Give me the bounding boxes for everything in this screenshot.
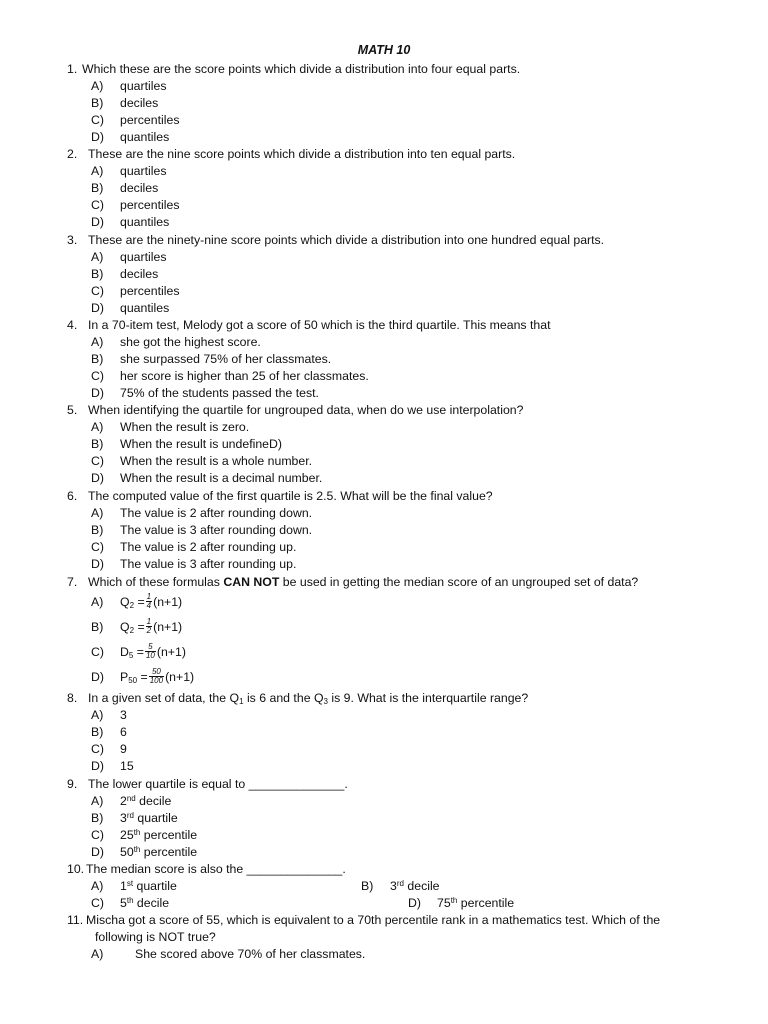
option-letter: C) bbox=[91, 644, 104, 659]
question-text: is 6 and the Q bbox=[243, 691, 324, 705]
option-4a bbox=[91, 334, 261, 350]
option-9b bbox=[91, 810, 178, 826]
question-text: In a 70-item test, Melody got a score of 50 which is the third quartile. This means that bbox=[88, 318, 551, 332]
formula bbox=[120, 669, 148, 685]
question-text: The median score is also the ______________. bbox=[86, 862, 346, 876]
ordinal-suffix: rd bbox=[396, 879, 404, 888]
formula-subscript: 5 bbox=[128, 650, 134, 660]
formula-subscript: 2 bbox=[129, 600, 135, 610]
option-text: percentiles bbox=[120, 284, 180, 298]
option-7a bbox=[91, 593, 182, 610]
subscript: 3 bbox=[323, 697, 328, 706]
option-5c bbox=[91, 453, 312, 469]
option-letter: D) bbox=[91, 669, 104, 684]
option-text: percentiles bbox=[120, 113, 180, 127]
option-text: decile bbox=[133, 896, 170, 910]
option-text: The value is 3 after rounding up. bbox=[120, 557, 297, 571]
option-10b bbox=[361, 878, 440, 894]
subscript: 1 bbox=[239, 697, 244, 706]
question-text: These are the ninety-nine score points which divide a distribution into one hundred equal parts. bbox=[88, 233, 605, 247]
option-text: quantiles bbox=[120, 130, 170, 144]
option-text: quantiles bbox=[120, 301, 170, 315]
option-text: When the result is undefineD) bbox=[120, 437, 282, 451]
option-7b bbox=[91, 618, 182, 635]
question-11 bbox=[67, 912, 660, 928]
formula-symbol: P bbox=[120, 669, 129, 684]
option-letter: A) bbox=[91, 79, 104, 93]
fraction bbox=[146, 593, 152, 610]
formula-tail: (n+1) bbox=[165, 669, 195, 684]
option-letter: D) bbox=[91, 471, 104, 485]
option-letter: C) bbox=[91, 742, 104, 756]
option-letter: D) bbox=[91, 845, 104, 859]
option-letter: A) bbox=[91, 506, 104, 520]
formula-tail: (n+1) bbox=[153, 619, 183, 634]
option-text: deciles bbox=[120, 267, 159, 281]
option-3c bbox=[91, 283, 179, 299]
question-text: be used in getting the median score of an ungrouped set of data? bbox=[279, 575, 639, 589]
question-text: is 9. What is the interquartile range? bbox=[327, 691, 529, 705]
option-10a bbox=[91, 878, 177, 894]
option-letter: C) bbox=[91, 454, 104, 468]
question-5 bbox=[67, 402, 523, 418]
option-8c bbox=[91, 741, 127, 757]
option-1d bbox=[91, 129, 169, 145]
question-1 bbox=[67, 61, 520, 77]
option-text: she surpassed 75% of her classmates. bbox=[120, 352, 332, 366]
fraction-denominator: 100 bbox=[149, 676, 164, 685]
ordinal-suffix: th bbox=[450, 896, 458, 905]
question-text: The computed value of the first quartile is 2.5. What will be the final value? bbox=[88, 489, 493, 503]
option-5a bbox=[91, 419, 249, 435]
question-number: 4. bbox=[67, 318, 78, 332]
option-letter: C) bbox=[91, 198, 104, 212]
option-7d bbox=[91, 668, 194, 685]
question-4 bbox=[67, 317, 551, 333]
question-number: 10. bbox=[67, 862, 85, 876]
question-text: Mischa got a score of 55, which is equivalent to a 70th percentile rank in a mathematics test. Which of the bbox=[86, 913, 661, 927]
fraction-numerator: 1 bbox=[146, 592, 152, 601]
option-1c bbox=[91, 112, 179, 128]
formula bbox=[120, 644, 144, 660]
fraction bbox=[145, 643, 156, 660]
ordinal-suffix: th bbox=[133, 828, 141, 837]
option-text: quartile bbox=[133, 879, 177, 893]
fraction-numerator: 50 bbox=[149, 668, 164, 677]
option-text: deciles bbox=[120, 181, 159, 195]
option-8b bbox=[91, 724, 127, 740]
option-letter: A) bbox=[91, 879, 104, 893]
question-3 bbox=[67, 232, 604, 248]
question-number: 5. bbox=[67, 403, 78, 417]
option-text: 6 bbox=[120, 725, 127, 739]
formula-equals: = bbox=[137, 669, 148, 684]
option-text: decile bbox=[403, 879, 440, 893]
page-title: MATH 10 bbox=[357, 43, 411, 57]
option-letter: C) bbox=[91, 540, 104, 554]
option-number: 3 bbox=[390, 879, 397, 893]
question-6 bbox=[67, 488, 493, 504]
question-text: When identifying the quartile for ungrouped data, when do we use interpolation? bbox=[88, 403, 524, 417]
option-2d bbox=[91, 214, 169, 230]
option-letter: A) bbox=[91, 708, 104, 722]
option-10c bbox=[91, 895, 169, 911]
question-text: Which these are the score points which divide a distribution into four equal parts. bbox=[82, 62, 521, 76]
option-text: she got the highest score. bbox=[120, 335, 261, 349]
option-text: When the result is a whole number. bbox=[120, 454, 313, 468]
option-text: 15 bbox=[120, 759, 134, 773]
option-number: 1 bbox=[120, 879, 127, 893]
option-3a bbox=[91, 249, 166, 265]
option-letter: A) bbox=[91, 794, 104, 808]
option-4c bbox=[91, 368, 369, 384]
option-1b bbox=[91, 95, 158, 111]
option-text: The value is 2 after rounding up. bbox=[120, 540, 297, 554]
fraction bbox=[146, 618, 152, 635]
formula-subscript: 2 bbox=[129, 625, 135, 635]
option-text: decile bbox=[135, 794, 172, 808]
option-text: quartiles bbox=[120, 79, 167, 93]
option-letter: C) bbox=[91, 284, 104, 298]
option-letter: A) bbox=[91, 947, 104, 961]
fraction-denominator: 4 bbox=[146, 601, 152, 610]
question-number: 3. bbox=[67, 233, 78, 247]
option-text: percentile bbox=[457, 896, 515, 910]
option-letter: C) bbox=[91, 828, 104, 842]
fraction bbox=[149, 668, 164, 685]
fraction-denominator: 2 bbox=[146, 626, 152, 635]
option-10d bbox=[408, 895, 514, 911]
option-5d bbox=[91, 470, 322, 486]
question-text: The lower quartile is equal to ______________. bbox=[88, 777, 348, 791]
option-2b bbox=[91, 180, 158, 196]
question-number: 1. bbox=[67, 62, 78, 76]
option-letter: C) bbox=[91, 896, 104, 910]
option-text: percentile bbox=[140, 828, 198, 842]
option-7c bbox=[91, 643, 186, 660]
option-2a bbox=[91, 163, 166, 179]
question-number: 6. bbox=[67, 489, 78, 503]
option-letter: D) bbox=[91, 386, 104, 400]
ordinal-suffix: rd bbox=[126, 811, 134, 820]
option-letter: B) bbox=[91, 811, 104, 825]
question-text: These are the nine score points which divide a distribution into ten equal parts. bbox=[88, 147, 516, 161]
option-letter: D) bbox=[408, 896, 421, 910]
formula-subscript: 50 bbox=[128, 675, 138, 685]
formula-tail: (n+1) bbox=[156, 644, 186, 659]
option-4d bbox=[91, 385, 319, 401]
option-letter: D) bbox=[91, 557, 104, 571]
option-text: 75% of the students passed the test. bbox=[120, 386, 319, 400]
fraction-numerator: 5 bbox=[145, 643, 156, 652]
option-3b bbox=[91, 266, 158, 282]
option-text: percentile bbox=[140, 845, 198, 859]
option-6c bbox=[91, 539, 296, 555]
formula bbox=[120, 619, 145, 635]
option-9c bbox=[91, 827, 197, 843]
formula-symbol: Q bbox=[120, 594, 130, 609]
option-text: The value is 2 after rounding down. bbox=[120, 506, 313, 520]
option-text: When the result is zero. bbox=[120, 420, 250, 434]
option-text: percentiles bbox=[120, 198, 180, 212]
option-text: 9 bbox=[120, 742, 127, 756]
fraction-numerator: 1 bbox=[146, 617, 152, 626]
question-8 bbox=[67, 690, 528, 706]
question-7 bbox=[67, 574, 638, 590]
question-emphasis: CAN NOT bbox=[223, 575, 280, 589]
option-letter: B) bbox=[91, 96, 104, 110]
option-letter: A) bbox=[91, 335, 104, 349]
option-4b bbox=[91, 351, 331, 367]
formula-tail: (n+1) bbox=[153, 594, 183, 609]
option-2c bbox=[91, 197, 179, 213]
option-letter: C) bbox=[91, 369, 104, 383]
option-5b bbox=[91, 436, 282, 452]
option-number: 25 bbox=[120, 828, 134, 842]
option-1a bbox=[91, 78, 166, 94]
formula-equals: = bbox=[134, 619, 145, 634]
formula bbox=[120, 594, 145, 610]
option-11a bbox=[91, 946, 365, 962]
option-letter: B) bbox=[91, 437, 104, 451]
option-letter: D) bbox=[91, 215, 104, 229]
formula-symbol: D bbox=[120, 644, 129, 659]
question-11-continuation: following is NOT true? bbox=[95, 930, 216, 944]
question-number: 7. bbox=[67, 575, 78, 589]
option-6d bbox=[91, 556, 296, 572]
question-number: 9. bbox=[67, 777, 78, 791]
question-10 bbox=[67, 861, 346, 877]
question-number: 8. bbox=[67, 691, 78, 705]
option-letter: B) bbox=[91, 352, 104, 366]
option-text: quartile bbox=[133, 811, 178, 825]
question-number: 11. bbox=[67, 913, 84, 927]
option-letter: A) bbox=[91, 164, 104, 178]
option-letter: D) bbox=[91, 130, 104, 144]
option-letter: A) bbox=[91, 250, 104, 264]
option-number: 3 bbox=[120, 811, 127, 825]
question-text: Which of these formulas bbox=[88, 575, 224, 589]
option-text: She scored above 70% of her classmates. bbox=[135, 947, 366, 961]
option-text: her score is higher than 25 of her classmates. bbox=[120, 369, 369, 383]
option-letter: A) bbox=[91, 420, 104, 434]
option-3d bbox=[91, 300, 169, 316]
option-text: quartiles bbox=[120, 250, 167, 264]
question-text: In a given set of data, the Q bbox=[88, 691, 240, 705]
option-text: quartiles bbox=[120, 164, 167, 178]
option-number: 5 bbox=[120, 896, 127, 910]
option-8a bbox=[91, 707, 127, 723]
option-text: quantiles bbox=[120, 215, 170, 229]
option-letter: C) bbox=[91, 113, 104, 127]
ordinal-suffix: nd bbox=[126, 794, 136, 803]
option-text: 3 bbox=[120, 708, 127, 722]
option-number: 2 bbox=[120, 794, 127, 808]
formula-equals: = bbox=[133, 644, 144, 659]
option-letter: D) bbox=[91, 759, 104, 773]
formula-symbol: Q bbox=[120, 619, 130, 634]
option-letter: B) bbox=[91, 181, 104, 195]
option-letter: B) bbox=[361, 879, 374, 893]
option-text: deciles bbox=[120, 96, 159, 110]
option-letter: B) bbox=[91, 267, 104, 281]
ordinal-suffix: st bbox=[126, 879, 134, 888]
option-letter: B) bbox=[91, 619, 104, 634]
option-8d bbox=[91, 758, 134, 774]
question-number: 2. bbox=[67, 147, 78, 161]
formula-equals: = bbox=[134, 594, 145, 609]
ordinal-suffix: th bbox=[126, 896, 134, 905]
ordinal-suffix: th bbox=[133, 845, 141, 854]
option-text: When the result is a decimal number. bbox=[120, 471, 323, 485]
option-text: The value is 3 after rounding down. bbox=[120, 523, 313, 537]
option-letter: B) bbox=[91, 523, 104, 537]
option-6a bbox=[91, 505, 312, 521]
option-6b bbox=[91, 522, 312, 538]
option-number: 50 bbox=[120, 845, 134, 859]
option-letter: B) bbox=[91, 725, 104, 739]
option-9d bbox=[91, 844, 197, 860]
option-letter: A) bbox=[91, 594, 104, 609]
question-9 bbox=[67, 776, 348, 792]
option-9a bbox=[91, 793, 171, 809]
fraction-denominator: 10 bbox=[145, 651, 155, 660]
question-2 bbox=[67, 146, 515, 162]
option-number: 75 bbox=[437, 896, 451, 910]
option-letter: D) bbox=[91, 301, 104, 315]
